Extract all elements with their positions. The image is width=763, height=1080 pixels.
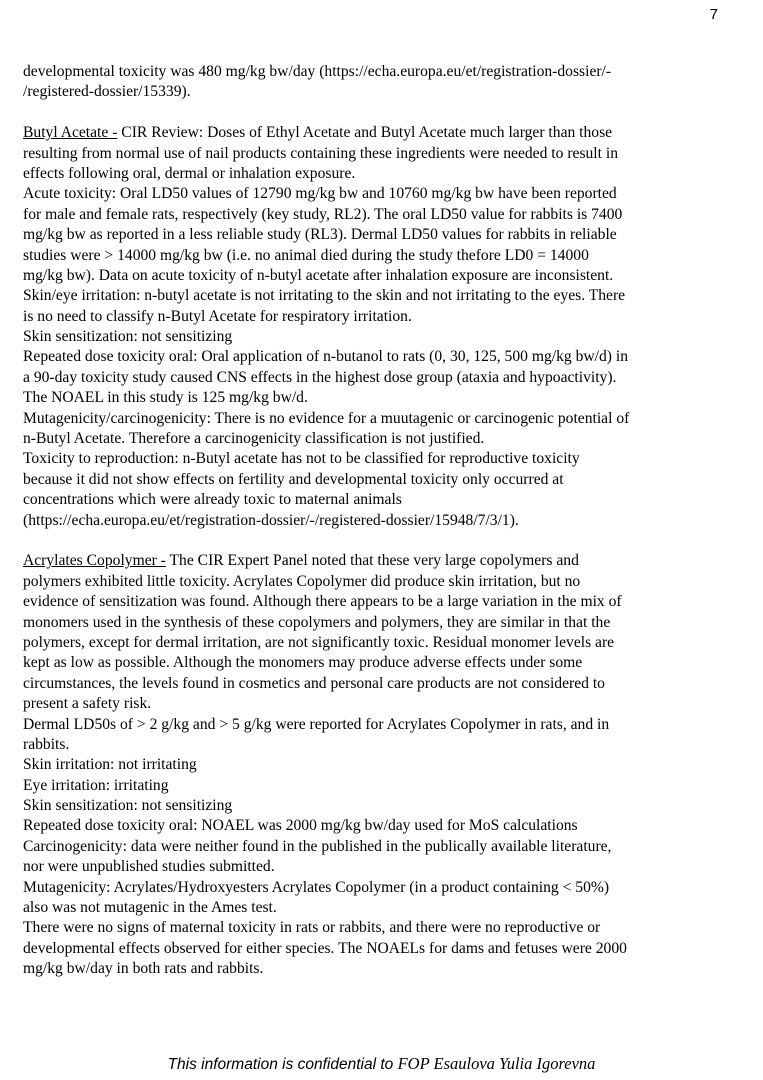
text-line: Mutagenicity/carcinogenicity: There is no evidence for a muutagenic or carcinogenic potential of: [23, 409, 630, 427]
text-line: for male and female rats, respectively (key study, RL2). The oral LD50 value for rabbits is 7400: [23, 205, 623, 223]
paragraph-continuation: [23, 62, 723, 103]
text-line: circumstances, the levels found in cosmetics and personal care products are not considered to: [23, 674, 605, 692]
text-line: monomers used in the synthesis of these copolymers and polymers, they are similar in that the: [23, 613, 611, 631]
text-line: developmental effects observed for either species. The NOAELs for dams and fetuses were 2000: [23, 939, 627, 957]
text-line: Skin/eye irritation: n-butyl acetate is not irritating to the skin and not irritating to the eyes. There: [23, 287, 626, 305]
section-heading: Butyl Acetate -: [23, 124, 118, 142]
page-number: 7: [709, 6, 718, 23]
text-line: also was not mutagenic in the Ames test.: [23, 899, 277, 917]
text-line: [23, 123, 723, 143]
text-line: a 90-day toxicity study caused CNS effects in the highest dose group (ataxia and hypoactivity).: [23, 368, 617, 386]
text-line: Acute toxicity: Oral LD50 values of 12790 mg/kg bw and 10760 mg/kg bw have been reported: [23, 185, 617, 203]
text-line: resulting from normal use of nail products containing these ingredients were needed to result in: [23, 144, 618, 162]
text-line: polymers exhibited little toxicity. Acrylates Copolymer did produce skin irritation, but no: [23, 572, 581, 590]
text-line: concentrations which were already toxic to maternal animals: [23, 491, 402, 509]
text-line: mg/kg bw/day in both rats and rabbits.: [23, 960, 264, 978]
text-line: Toxicity to reproduction: n-Butyl acetate has not to be classified for reproductive toxicity: [23, 450, 580, 468]
text-line: Carcinogenicity: data were neither found in the published in the publically available literature,: [23, 837, 612, 855]
text-line: Skin sensitization: not sensitizing: [23, 328, 233, 346]
footer-prefix: This information is confidential to: [167, 1056, 398, 1073]
text-line: studies were > 14000 mg/kg bw (i.e. no animal died during the study thefore LD0 = 14000: [23, 246, 589, 264]
text-line: because it did not show effects on fertility and developmental toxicity only occurred at: [23, 470, 564, 488]
footer-owner-name: FOP Esaulova Yulia Igorevna: [397, 1054, 596, 1073]
text-line: developmental toxicity was 480 mg/kg bw/day (https://echa.europa.eu/et/registration-dossier/-: [23, 63, 612, 80]
heading-line-rest: CIR Review: Doses of Ethyl Acetate and Butyl Acetate much larger than those: [117, 124, 613, 142]
text-line: Mutagenicity: Acrylates/Hydroxyesters Acrylates Copolymer (in a product containing < 50%): [23, 878, 610, 896]
text-line: Eye irritation: irritating: [23, 776, 169, 794]
text-line: Repeated dose toxicity oral: Oral application of n-butanol to rats (0, 30, 125, 500 mg/kg bw/d) in: [23, 348, 628, 366]
text-line: /registered-dossier/15339).: [23, 83, 191, 101]
text-line: kept as low as possible. Although the monomers may produce adverse effects under some: [23, 654, 583, 672]
text-line: [23, 551, 723, 571]
text-line: Dermal LD50s of > 2 g/kg and > 5 g/kg were reported for Acrylates Copolymer in rats, and in: [23, 715, 610, 733]
text-line: n-Butyl Acetate. Therefore a carcinogenicity classification is not justified.: [23, 430, 485, 448]
section-butyl-acetate: [23, 123, 723, 531]
text-line: There were no signs of maternal toxicity in rats or rabbits, and there were no reproductive or: [23, 919, 601, 937]
text-line: effects following oral, dermal or inhalation exposure.: [23, 164, 356, 182]
text-line: is no need to classify n-Butyl Acetate for respiratory irritation.: [23, 307, 412, 325]
text-line: mg/kg bw). Data on acute toxicity of n-butyl acetate after inhalation exposure are inconsistent.: [23, 266, 614, 284]
text-line: mg/kg bw as reported in a less reliable study (RL3). Dermal LD50 values for rabbits in reliable: [23, 226, 617, 244]
text-line: Skin irritation: not irritating: [23, 756, 197, 774]
text-line: nor were unpublished studies submitted.: [23, 858, 275, 876]
text-line: rabbits.: [23, 735, 70, 753]
text-line: Repeated dose toxicity oral: NOAEL was 2000 mg/kg bw/day used for MoS calculations: [23, 817, 578, 835]
text-line: (https://echa.europa.eu/et/registration-dossier/-/registered-dossier/15948/7/3/1).: [23, 511, 519, 529]
text-line: evidence of sensitization was found. Although there appears to be a large variation in the mix of: [23, 593, 622, 611]
text-line: polymers, except for dermal irritation, are not significantly toxic. Residual monomer levels are: [23, 633, 615, 651]
paragraph-gap: [23, 531, 723, 551]
paragraph-gap: [23, 103, 723, 123]
heading-line-rest: The CIR Expert Panel noted that these very large copolymers and: [165, 552, 579, 570]
text-line: The NOAEL in this study is 125 mg/kg bw/d.: [23, 389, 308, 407]
document-body: [23, 62, 723, 980]
section-acrylates-copolymer: [23, 551, 723, 979]
confidentiality-footer: [0, 1054, 763, 1074]
text-line: present a safety risk.: [23, 695, 152, 713]
section-heading: Acrylates Copolymer -: [23, 552, 166, 570]
text-line: Skin sensitization: not sensitizing: [23, 797, 233, 815]
